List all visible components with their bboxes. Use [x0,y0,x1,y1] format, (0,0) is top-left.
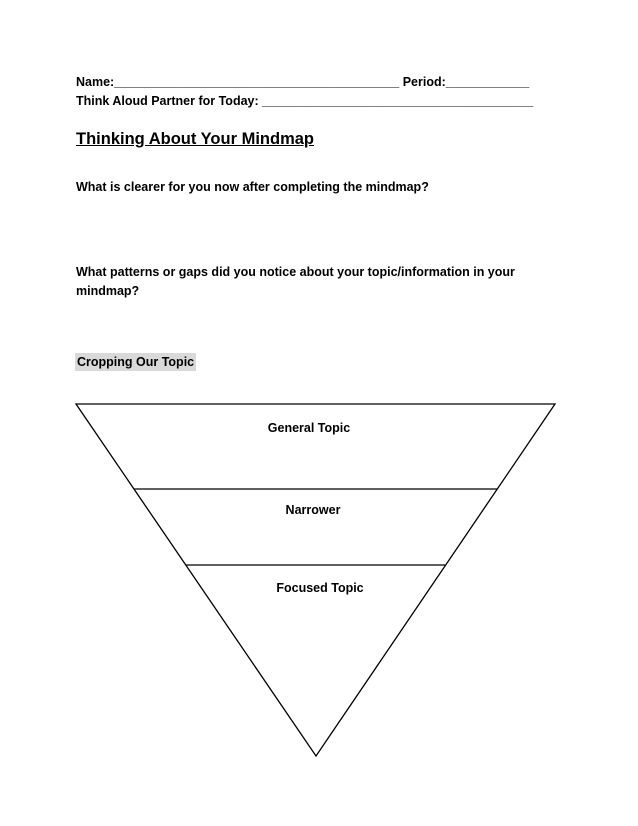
cropping-topic-heading: Cropping Our Topic [77,355,195,369]
question-clearer: What is clearer for you now after completing the mindmap? [76,180,429,194]
name-period-line[interactable]: Name:_________________________________________ Period:____________ [76,75,530,89]
section-title: Thinking About Your Mindmap [76,130,315,148]
funnel-triangle [76,404,555,756]
funnel-label-narrower: Narrower [285,503,341,517]
funnel-label-focused-topic: Focused Topic [276,581,364,595]
question-patterns-gaps: What patterns or gaps did you notice about your topic/information in your mindmap? [76,265,515,298]
funnel-label-general-topic: General Topic [267,421,351,435]
think-aloud-partner-line[interactable]: Think Aloud Partner for Today: _______________________________________ [76,94,534,108]
